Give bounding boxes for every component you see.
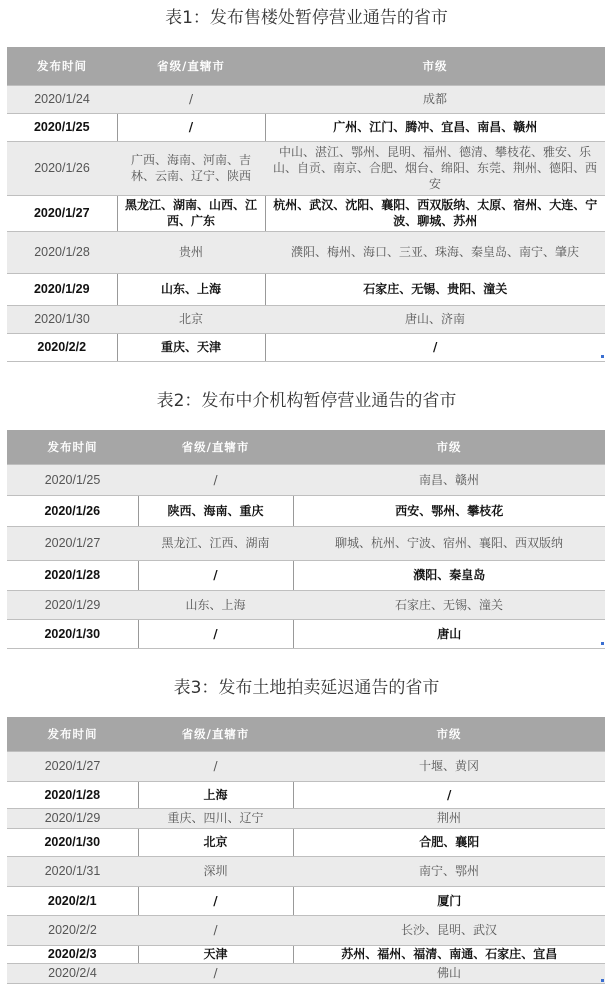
table-row [7,751,605,781]
cell-city: 杭州、武汉、沈阳、襄阳、西双版纳、太原、宿州、大连、宁波、聊城、苏州 [265,195,605,231]
cell-city: 西安、鄂州、攀枝花 [293,495,605,526]
cell-date: 2020/1/30 [7,619,138,648]
table-row [7,85,605,113]
table-corner-mark [601,642,604,645]
cell-province: 陕西、海南、重庆 [138,495,293,526]
cell-date: 2020/2/4 [7,963,138,983]
header-city: 市级 [265,47,605,85]
cell-date: 2020/1/26 [7,495,138,526]
cell-city: 长沙、昆明、武汉 [293,915,605,945]
cell-date: 2020/1/30 [7,828,138,856]
cell-province: 深圳 [138,856,293,886]
header-date: 发布时间 [7,47,117,85]
cell-province: 重庆、四川、辽宁 [138,808,293,828]
table-header-row [7,717,605,751]
cell-city: 唐山 [293,619,605,648]
cell-city: 濮阳、梅州、海口、三亚、珠海、秦皇岛、南宁、肇庆 [265,231,605,273]
cell-date: 2020/1/28 [7,781,138,808]
header-date: 发布时间 [7,430,138,464]
cell-city: 厦门 [293,886,605,915]
header-province: 省级/直辖市 [138,430,293,464]
cell-province: / [138,464,293,495]
table-row [7,495,605,526]
table-corner-mark [601,979,604,982]
cell-date: 2020/1/28 [7,231,117,273]
cell-date: 2020/2/2 [7,915,138,945]
cell-city: 广州、江门、腾冲、宜昌、南昌、赣州 [265,113,605,141]
table-corner-mark [601,355,604,358]
cell-date: 2020/1/29 [7,590,138,619]
cell-city: 濮阳、秦皇岛 [293,560,605,590]
table-row [7,195,605,231]
header-province: 省级/直辖市 [138,717,293,751]
cell-city: / [265,333,605,361]
cell-date: 2020/1/29 [7,808,138,828]
table-header-row [7,430,605,464]
cell-date: 2020/1/29 [7,273,117,305]
cell-date: 2020/1/27 [7,195,117,231]
cell-province: 天津 [138,945,293,963]
cell-province: / [138,560,293,590]
table3 [7,717,605,984]
table3-title: 表3：发布土地拍卖延迟通告的省市 [173,678,440,698]
cell-date: 2020/2/1 [7,886,138,915]
cell-city: 成都 [265,85,605,113]
table-row [7,141,605,195]
cell-city: 唐山、济南 [265,305,605,333]
cell-date: 2020/1/30 [7,305,117,333]
cell-date: 2020/2/3 [7,945,138,963]
cell-province: / [138,915,293,945]
table-row [7,915,605,945]
cell-city: 合肥、襄阳 [293,828,605,856]
table-row [7,856,605,886]
cell-province: 山东、上海 [117,273,265,305]
cell-province: 山东、上海 [138,590,293,619]
table-row [7,781,605,808]
cell-province: 北京 [117,305,265,333]
header-city: 市级 [293,717,605,751]
table-row [7,113,605,141]
table-row [7,333,605,361]
table2 [7,430,605,649]
cell-province: / [138,963,293,983]
cell-province: / [138,619,293,648]
cell-date: 2020/1/28 [7,560,138,590]
table1-title: 表1：发布售楼处暂停营业通告的省市 [165,8,448,28]
cell-city: 聊城、杭州、宁波、宿州、襄阳、西双版纳 [293,526,605,560]
cell-province: 北京 [138,828,293,856]
cell-city: 十堰、黄冈 [293,751,605,781]
cell-city: 石家庄、无锡、贵阳、潼关 [265,273,605,305]
table-row [7,305,605,333]
table-row [7,590,605,619]
table-header-row [7,47,605,85]
table-row [7,963,605,983]
cell-city: 南宁、鄂州 [293,856,605,886]
cell-province: / [138,751,293,781]
cell-province: 贵州 [117,231,265,273]
cell-city: 南昌、赣州 [293,464,605,495]
cell-city: / [293,781,605,808]
table-row [7,886,605,915]
table-row [7,231,605,273]
table-row [7,828,605,856]
header-province: 省级/直辖市 [117,47,265,85]
cell-province: 黑龙江、江西、湖南 [138,526,293,560]
cell-date: 2020/1/31 [7,856,138,886]
table-row [7,808,605,828]
cell-province: 重庆、天津 [117,333,265,361]
cell-date: 2020/1/27 [7,526,138,560]
cell-province: 广西、海南、河南、吉林、云南、辽宁、陕西 [117,141,265,195]
cell-date: 2020/1/24 [7,85,117,113]
table-row [7,273,605,305]
cell-date: 2020/1/27 [7,751,138,781]
cell-province: 上海 [138,781,293,808]
cell-city: 中山、湛江、鄂州、昆明、福州、德清、攀枝花、雅安、乐山、自贡、南京、合肥、烟台、绵阳、东莞、荆州、德阳、西安 [265,141,605,195]
cell-province: 黑龙江、湖南、山西、江西、广东 [117,195,265,231]
cell-province: / [117,85,265,113]
table-row [7,526,605,560]
cell-city: 苏州、福州、福清、南通、石家庄、宜昌 [293,945,605,963]
table-row [7,619,605,648]
header-date: 发布时间 [7,717,138,751]
table-row [7,560,605,590]
cell-date: 2020/1/25 [7,464,138,495]
cell-date: 2020/1/26 [7,141,117,195]
cell-province: / [138,886,293,915]
cell-city: 荆州 [293,808,605,828]
cell-date: 2020/1/25 [7,113,117,141]
cell-province: / [117,113,265,141]
cell-city: 石家庄、无锡、潼关 [293,590,605,619]
cell-city: 佛山 [293,963,605,983]
cell-date: 2020/2/2 [7,333,117,361]
table1 [7,47,605,362]
table2-title: 表2：发布中介机构暂停营业通告的省市 [156,391,457,411]
header-city: 市级 [293,430,605,464]
table-row [7,945,605,963]
table-row [7,464,605,495]
